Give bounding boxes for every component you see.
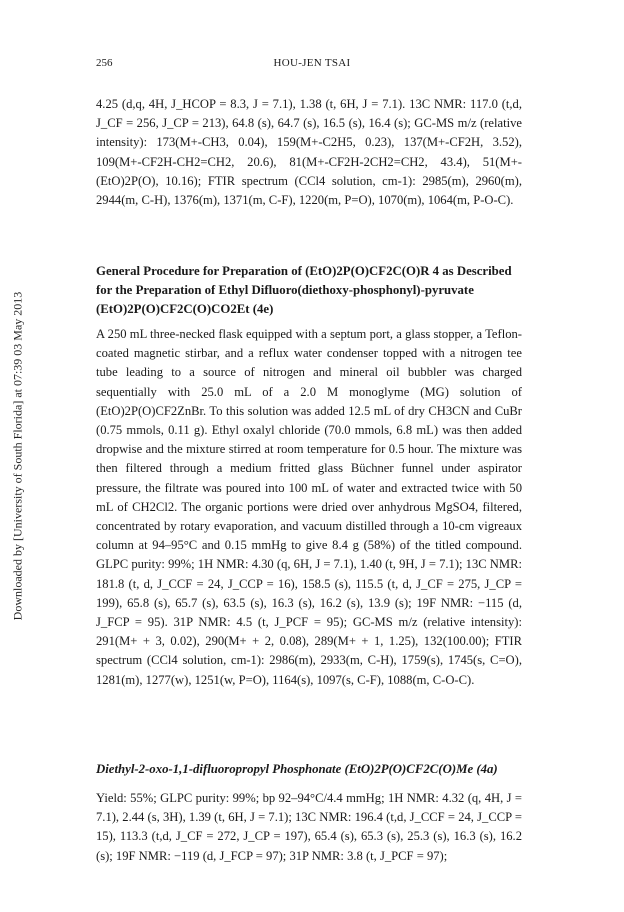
paragraph-text: 4.25 (d,q, 4H, J_HCOP = 8.3, J = 7.1), 1.38 (t, 6H, J = 7.1). 13C NMR: 117.0 (t,d, J_CF = 256, J_CP = 213), 64.8 (s), 64.7 (s), 16.5 (s), 16.4 (s); GC-MS m/z (relative intensity): 173(M+-CH3, 0.04), 159(M+-C2H5, 0.23), 137(M+-CF2H, 3.52), 109(M+-CF2H-CH2=CH2, 20.6), 81(M+-CF2H-2CH2=CH2, 43.4), 51(M+-(EtO)2P(O), 10.16); FTIR spectrum (CCl4 solution, cm-1): 2985(m), 2960(m), 2944(m, C-H), 1376(m), 1371(m, C-F), 1220(m, P=O), 1070(m), 1064(m, P-O-C).: [96, 97, 522, 208]
running-title: HOU-JEN TSAI: [273, 57, 351, 69]
running-header: [0, 57, 624, 73]
download-watermark-text: Downloaded by [University of South Florida] at 07:39 03 May 2013: [10, 291, 25, 621]
section-heading-compound-4a: Diethyl-2-oxo-1,1-difluoropropyl Phosphonate (EtO)2P(O)CF2C(O)Me (4a): [96, 762, 498, 776]
compound-4a-paragraph: [96, 789, 522, 866]
procedure-paragraph: [96, 325, 522, 690]
section-heading-general-procedure: General Procedure for Preparation of (EtO)2P(O)CF2C(O)R 4 as Described for the Preparation of Ethyl Difluoro(diethoxy-phosphonyl)-pyruvate (EtO)2P(O)CF2C(O)CO2Et (4e): [96, 264, 512, 316]
page-number: 256: [96, 57, 113, 69]
paragraph-text: A 250 mL three-necked flask equipped with a septum port, a glass stopper, a Teflon-coated magnetic stirbar, and a reflux water condenser topped with a nitrogen tee tube leading to a source of nitrogen and mineral oil bubbler was charged sequentially with 25.0 mL of a 2.0 M monoglyme (MG) solution of (EtO)2P(O)CF2ZnBr. To this solution was added 12.5 mL of dry CH3CN and CuBr (0.75 mmols, 0.11 g). Ethyl oxalyl chloride (70.0 mmols, 6.8 mL) was then added dropwise and the mixture stirred at room temperature for 0.5 hour. The mixture was then filtered through a medium fritted glass Büchner funnel under aspirator pressure, the filtrate was poured into 100 mL of water and extracted twice with 50 mL of CH2Cl2. The organic portions were dried over anhydrous MgSO4, filtered, concentrated by rotary evaporation, and vacuum distilled through a 10-cm vigreaux column at 94–95°C and 0.15 mmHg to give 8.4 g (58%) of the titled compound. GLPC purity: 99%; 1H NMR: 4.30 (q, 6H, J = 7.1), 1.40 (t, 9H, J = 7.1); 13C NMR: 181.8 (t, d, J_CCF = 24, J_CCP = 16), 158.5 (s), 115.5 (t, d, J_CF = 275, J_CP = 199), 65.8 (s), 65.7 (s), 63.5 (s), 16.3 (s), 16.2 (s), 13.9 (s); 19F NMR: −115 (d, J_FCP = 95). 31P NMR: 4.5 (t, J_PCF = 95); GC-MS m/z (relative intensity): 291(M+ + 3, 0.02), 290(M+ + 2, 0.08), 289(M+ + 1, 1.25), 132(100.00); FTIR spectrum (CCl4 solution, cm-1): 2986(m), 2933(m, C-H), 1759(s), 1745(s, C=O), 1281(m), 1277(w), 1251(w, P=O), 1164(s), 1097(s, C-F), 1088(m, C-O-C).: [96, 327, 522, 687]
spectral-data-paragraph: [96, 95, 522, 210]
paragraph-text: Yield: 55%; GLPC purity: 99%; bp 92–94°C/4.4 mmHg; 1H NMR: 4.32 (q, 4H, J = 7.1), 2.44 (s, 3H), 1.39 (t, 6H, J = 7.1); 13C NMR: 196.4 (t,d, J_CCF = 24, J_CCP = 15), 113.3 (t,d, J_CF = 272, J_CP = 197), 65.4 (s), 65.3 (s), 25.3 (s), 16.3 (s), 16.2 (s); 19F NMR: −119 (d, J_FCP = 97); 31P NMR: 3.8 (t, J_PCF = 97);: [96, 791, 522, 863]
